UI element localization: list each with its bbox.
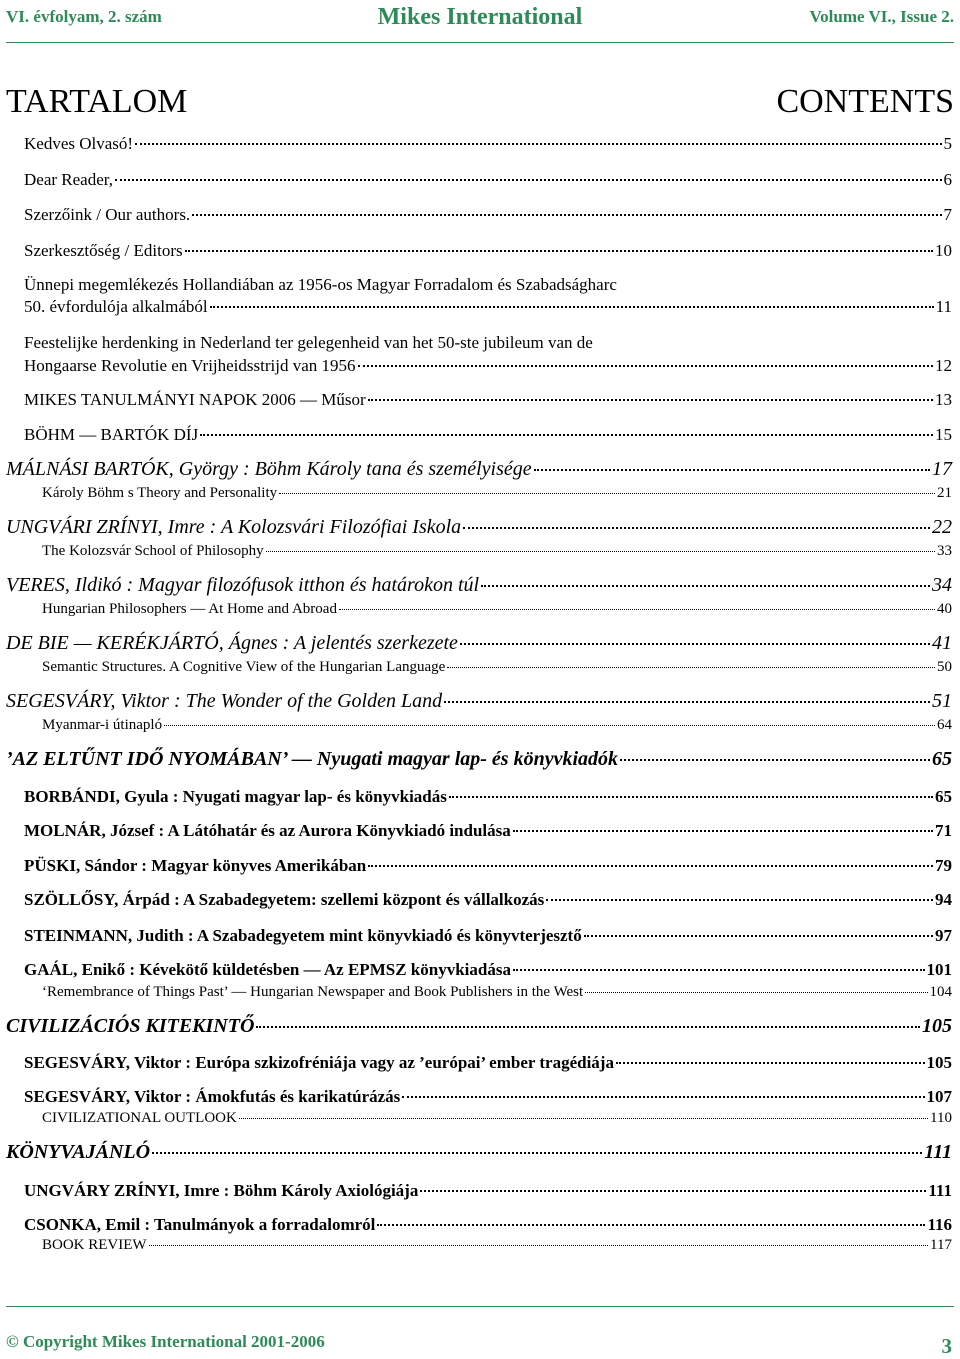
toc-section-entry[interactable]: UNGVÁRI ZRÍNYI, Imre : A Kolozsvári Filozófiai Iskola 22 <box>6 516 952 538</box>
toc-section-entry[interactable]: MÁLNÁSI BARTÓK, György : Böhm Károly tana és személyisége 17 <box>6 458 952 480</box>
toc-entry-line1: Feestelijke herdenking in Nederland ter gelegenheid van het 50-ste jubileum van de <box>24 333 593 352</box>
header-issue-hu: VI. évfolyam, 2. szám <box>6 7 162 26</box>
toc-entry[interactable]: GAÁL, Enikő : Kévekötő küldetésben — Az EPMSZ könyvkiadása 101 <box>24 960 952 979</box>
toc-section-entry[interactable]: ’AZ ELTŰNT IDŐ NYOMÁBAN’ — Nyugati magyar lap- és könyvkiadók 65 <box>6 748 952 770</box>
toc-section-entry[interactable]: VERES, Ildikó : Magyar filozófusok itthon és határokon túl 34 <box>6 574 952 596</box>
toc-entry[interactable]: SZÖLLŐSY, Árpád : A Szabadegyetem: szellemi központ és vállalkozás 94 <box>24 890 952 909</box>
header-rule <box>6 42 954 43</box>
toc-subentry[interactable]: Semantic Structures. A Cognitive View of the Hungarian Language 50 <box>42 659 952 675</box>
toc-entry[interactable]: MOLNÁR, József : A Látóhatár és az Aurora Könyvkiadó indulása 71 <box>24 821 952 840</box>
toc-entry[interactable]: CSONKA, Emil : Tanulmányok a forradalomról 116 <box>24 1215 952 1234</box>
footer-page-number: 3 <box>941 1334 952 1358</box>
toc-entry[interactable]: Szerkesztőség / Editors 10 <box>24 241 952 260</box>
toc-subentry[interactable]: The Kolozsvár School of Philosophy 33 <box>42 543 952 559</box>
toc-entry[interactable]: SEGESVÁRY, Viktor : Európa szkizofréniája vagy az ’európai’ ember tragédiája 105 <box>24 1053 952 1072</box>
toc-subentry[interactable]: ‘Remembrance of Things Past’ — Hungarian Newspaper and Book Publishers in the West 104 <box>42 984 952 1000</box>
toc-entry[interactable]: BORBÁNDI, Gyula : Nyugati magyar lap- és könyvkiadás 65 <box>24 787 952 806</box>
toc-entry[interactable]: STEINMANN, Judith : A Szabadegyetem mint könyvkiadó és könyvterjesztő 97 <box>24 926 952 945</box>
toc-section-entry[interactable]: CIVILIZÁCIÓS KITEKINTŐ 105 <box>6 1015 952 1037</box>
toc-subentry[interactable]: Myanmar-i útinapló 64 <box>42 717 952 733</box>
toc-section-entry[interactable]: KÖNYVAJÁNLÓ 111 <box>6 1141 952 1163</box>
toc-section-entry[interactable]: DE BIE — KERÉKJÁRTÓ, Ágnes : A jelentés szerkezete 41 <box>6 632 952 654</box>
toc-subentry[interactable]: Hungarian Philosophers — At Home and Abroad 40 <box>42 601 952 617</box>
toc-entry[interactable]: MIKES TANULMÁNYI NAPOK 2006 — Műsor 13 <box>24 390 952 409</box>
footer-copyright: © Copyright Mikes International 2001-2006 <box>6 1332 325 1351</box>
running-header <box>6 4 954 34</box>
toc-title-hu: TARTALOM <box>6 83 188 120</box>
toc-entry[interactable]: Szerzőink / Our authors. 7 <box>24 205 952 224</box>
toc-section-entry[interactable]: SEGESVÁRY, Viktor : The Wonder of the Golden Land 51 <box>6 690 952 712</box>
toc-entry-line1: Ünnepi megemlékezés Hollandiában az 1956-os Magyar Forradalom és Szabadságharc <box>24 275 617 294</box>
toc-entry[interactable]: SEGESVÁRY, Viktor : Ámokfutás és karikatúrázás 107 <box>24 1087 952 1106</box>
toc-subentry[interactable]: BOOK REVIEW 117 <box>42 1237 952 1253</box>
toc-entry[interactable]: UNGVÁRY ZRÍNYI, Imre : Böhm Károly Axiológiája 111 <box>24 1181 952 1200</box>
toc-title-en: CONTENTS <box>776 83 954 120</box>
header-journal-title: Mikes International <box>377 4 583 30</box>
footer-rule <box>6 1306 954 1307</box>
header-issue-en: Volume VI., Issue 2. <box>809 7 954 26</box>
toc-entry[interactable]: PÜSKI, Sándor : Magyar könyves Amerikában 79 <box>24 856 952 875</box>
toc-entry[interactable]: Hongaarse Revolutie en Vrijheidsstrijd van 1956 12 <box>24 356 952 375</box>
toc-entry[interactable]: Kedves Olvasó! 5 <box>24 134 952 153</box>
toc-subentry[interactable]: CIVILIZATIONAL OUTLOOK 110 <box>42 1110 952 1126</box>
toc-subentry[interactable]: Károly Böhm s Theory and Personality 21 <box>42 485 952 501</box>
toc-entry[interactable]: BÖHM — BARTÓK DÍJ 15 <box>24 425 952 444</box>
toc-entry[interactable]: Dear Reader, 6 <box>24 170 952 189</box>
toc-entry[interactable]: 50. évfordulója alkalmából 11 <box>24 297 952 316</box>
